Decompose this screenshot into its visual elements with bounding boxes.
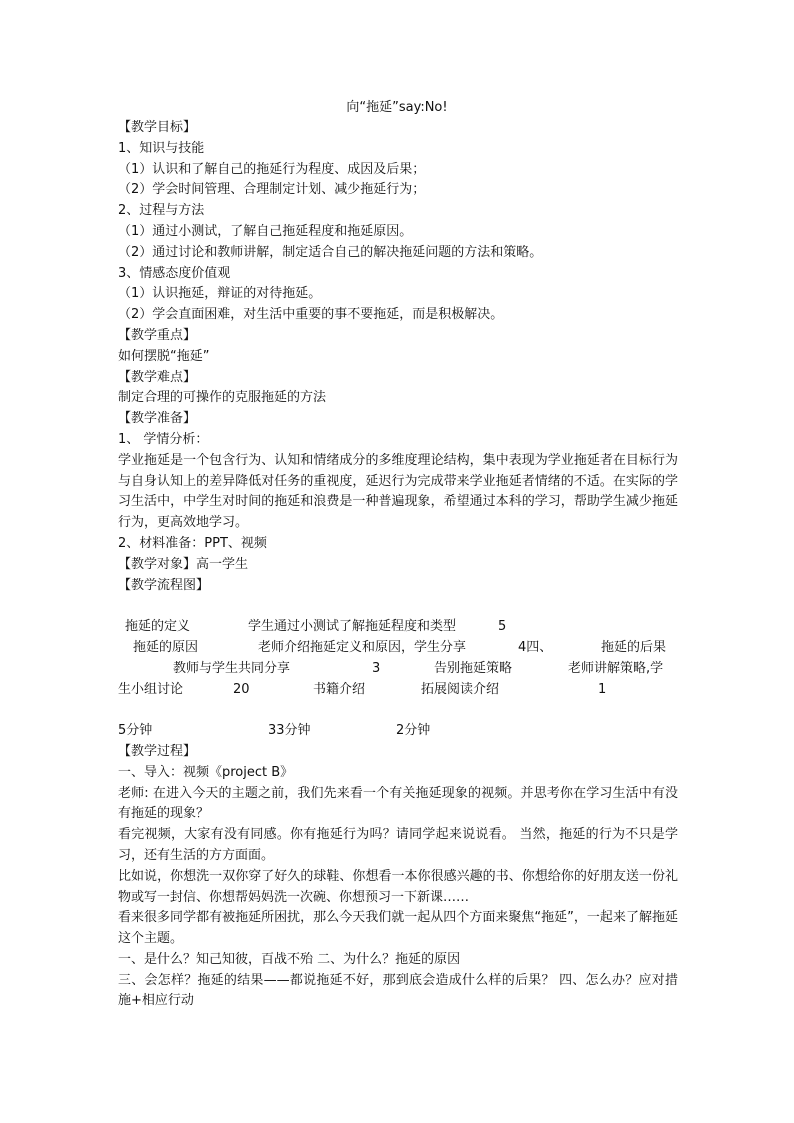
flow-text: 教师与学生共同分享 [173, 660, 291, 676]
flow-time: 2分钟 [396, 723, 431, 739]
difficulty-text: 制定合理的可操作的克服拖延的方法 [118, 390, 327, 406]
subheading-process-method: 2、过程与方法 [118, 203, 205, 219]
heading-difficulties: 【教学难点】 [118, 369, 197, 385]
document-title: 向“拖延”say:No! [346, 100, 448, 115]
flow-text: 1 [598, 681, 607, 697]
subheading-student-analysis: 1、 学情分析： [118, 431, 209, 447]
flowchart-time-row [118, 721, 678, 742]
flow-text: 老师讲解策略,学 [568, 660, 664, 676]
heading-preparation: 【教学准备】 [118, 411, 197, 427]
process-paragraph: 老师: 在进入今天的主题之前，我们先来看一个有关拖延现象的视频。并思考你在学习生活中有没有拖延的现象？ [118, 785, 678, 822]
subheading-knowledge-skills: 1、知识与技能 [118, 140, 205, 156]
goal-item: （2）通过讨论和教师讲解，制定适合自己的解决拖延问题的方法和策略。 [118, 244, 543, 260]
flow-text: 告别拖延策略 [434, 660, 513, 676]
flow-text: 4四、 [518, 639, 553, 655]
subheading-attitude-values: 3、情感态度价值观 [118, 265, 231, 281]
key-point-text: 如何摆脱“拖延” [118, 348, 210, 364]
flow-text: 5 [498, 619, 507, 635]
flow-time: 33分钟 [268, 723, 311, 739]
goal-item: （1）通过小测试，了解自己拖延程度和拖延原因。 [118, 223, 413, 239]
flow-text: 书籍介绍 [313, 681, 366, 697]
materials-line: 2、材料准备：PPT、视频 [118, 535, 267, 551]
process-paragraph: 三、会怎样？拖延的结果——都说拖延不好，那到底会造成什么样的后果？ 四、怎么办？应对措施+相应行动 [118, 972, 678, 1009]
teaching-target-line: 【教学对象】高一学生 [118, 556, 249, 572]
heading-teaching-process: 【教学过程】 [118, 743, 197, 759]
flow-text: 学生通过小测试了解拖延程度和类型 [248, 619, 457, 635]
flow-text: 3 [372, 660, 381, 676]
intro-line: 一、导入：视频《project B》 [118, 764, 294, 780]
heading-key-points: 【教学重点】 [118, 327, 197, 343]
flow-text: 20 [233, 681, 250, 697]
process-paragraph: 看完视频，大家有没有同感。你有拖延行为吗？请同学起来说说看。 当然，拖延的行为不只是学习，还有生活的方方面面。 [118, 827, 678, 863]
flow-text: 拖延的定义 [125, 619, 191, 635]
process-paragraph: 比如说，你想洗一双你穿了好久的球鞋、你想看一本你很感兴趣的书、你想给你的好朋友送一份礼物或写一封信、你想帮妈妈洗一次碗、你想预习一下新课…… [118, 868, 678, 905]
flow-text: 老师介绍拖延定义和原因，学生分享 [258, 639, 467, 655]
process-paragraph: 看来很多同学都有被拖延所困扰，那么今天我们就一起从四个方面来聚焦“拖延”，一起来了解拖延这个主题。 [118, 910, 678, 947]
flow-text: 生小组讨论 [118, 681, 184, 697]
flow-text: 拖延的后果 [601, 639, 667, 655]
flow-text: 拖延的原因 [133, 639, 199, 655]
flow-text: 拓展阅读介绍 [421, 681, 500, 697]
goal-item: （1）认识拖延，辩证的对待拖延。 [118, 286, 322, 302]
process-paragraph: 一、是什么？知己知彼，百战不殆 二、为什么？拖延的原因 [118, 951, 461, 967]
goal-item: （1）认识和了解自己的拖延行为程度、成因及后果； [118, 161, 426, 177]
heading-flowchart: 【教学流程图】 [118, 577, 210, 593]
heading-teaching-goals: 【教学目标】 [118, 120, 197, 135]
flowchart-text-block [118, 617, 678, 721]
flow-time: 5分钟 [118, 723, 153, 739]
goal-item: （2）学会直面困难，对生活中重要的事不要拖延，而是积极解决。 [118, 307, 504, 323]
goal-item: （2）学会时间管理、合理制定计划、减少拖延行为； [118, 182, 426, 198]
student-analysis-paragraph: 学业拖延是一个包含行为、认知和情绪成分的多维度理论结构，集中表现为学业拖延者在目标行为与自身认知上的差异降低对任务的重视度，延迟行为完成带来学业拖延者情绪的不适。在实际的学习生活中，中学生对时间的拖延和浪费是一种普遍现象，希望通过本科的学习，帮助学生减少拖延行为，更高效地学习。 [118, 452, 678, 531]
document-body [118, 118, 678, 1012]
